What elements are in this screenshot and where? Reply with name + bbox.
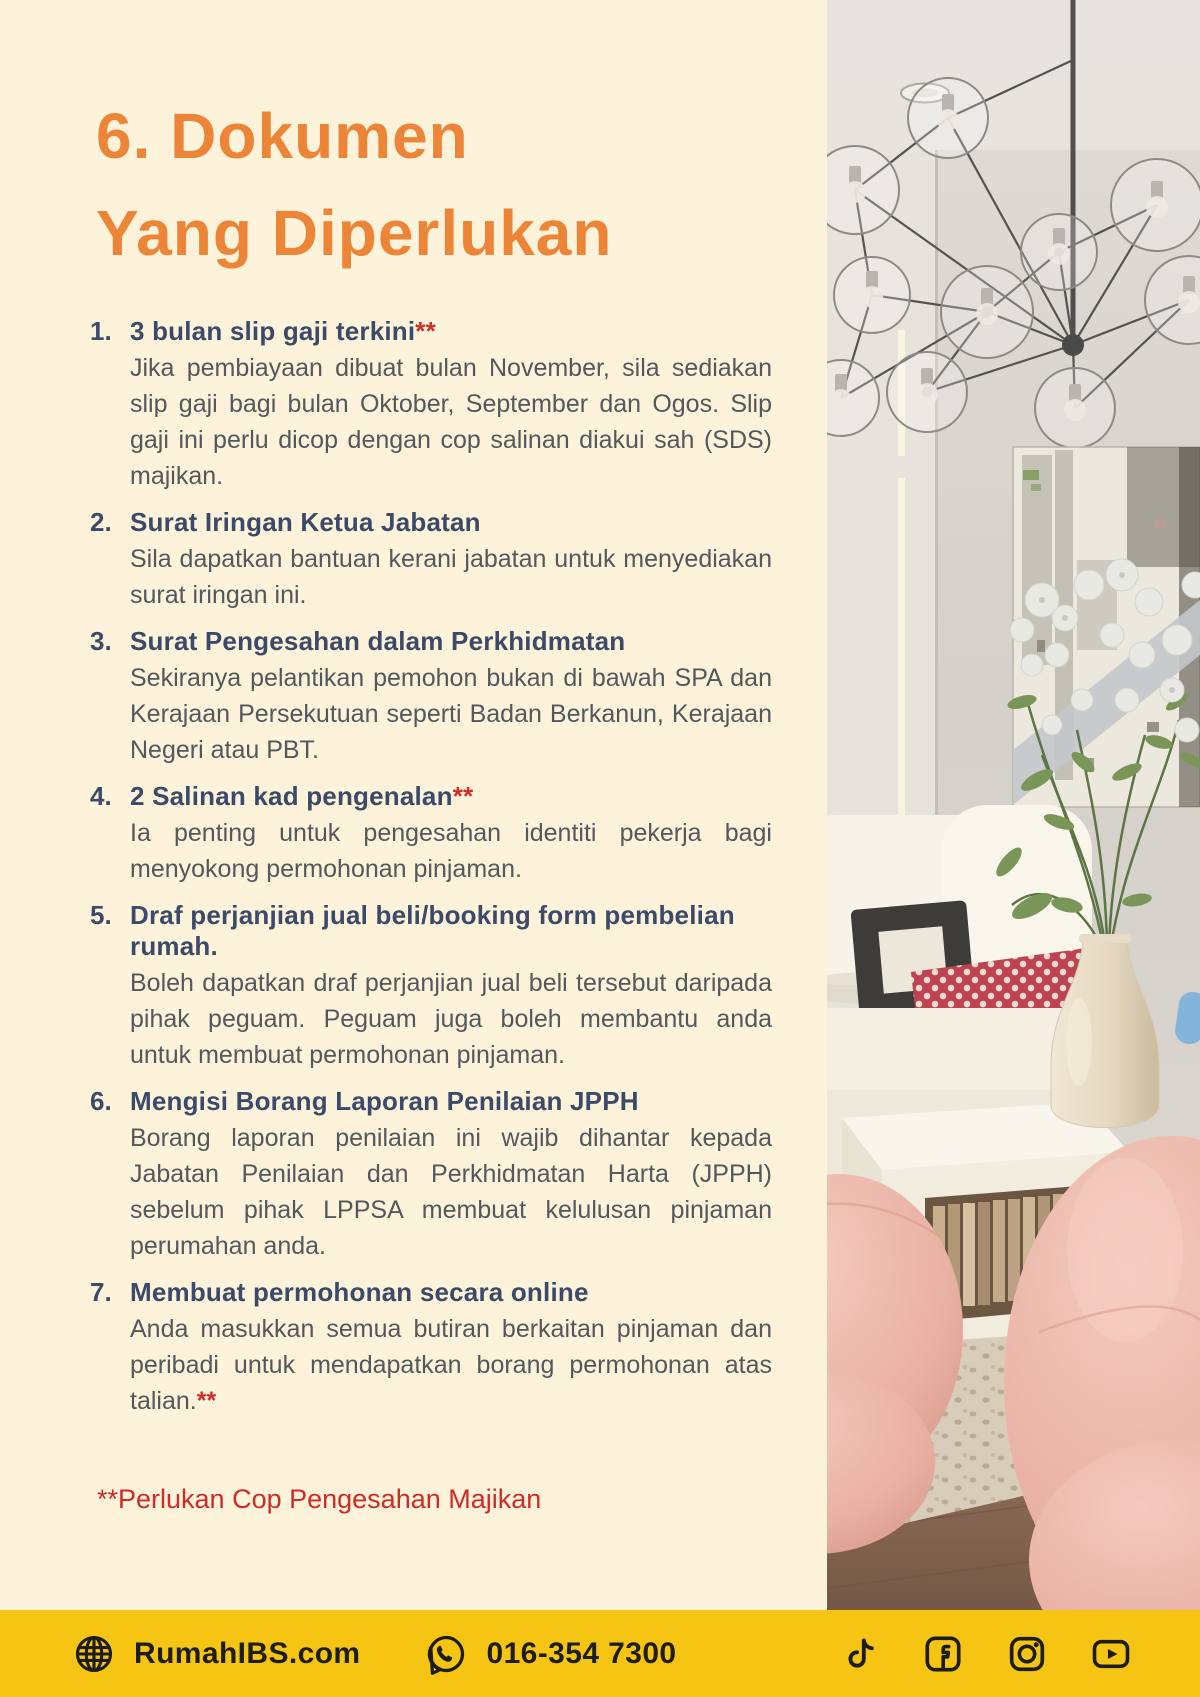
item-number: 7. bbox=[90, 1277, 112, 1307]
globe-icon bbox=[72, 1632, 116, 1676]
item-heading: Surat Pengesahan dalam Perkhidmatan bbox=[130, 626, 626, 656]
footnote: **Perlukan Cop Pengesahan Majikan bbox=[97, 1484, 542, 1514]
asterisk-mark: ** bbox=[196, 1387, 217, 1415]
whatsapp-icon bbox=[423, 1631, 469, 1677]
asterisk-mark: ** bbox=[452, 781, 474, 811]
item-heading: Mengisi Borang Laporan Penilaian JPPH bbox=[130, 1086, 639, 1116]
social-icons bbox=[836, 1631, 1134, 1677]
list-item bbox=[90, 507, 772, 613]
item-body: Anda masukkan semua butiran berkaitan pinjaman dan peribadi untuk mendapatkan borang permohonan atas talian.** bbox=[130, 1315, 772, 1415]
item-heading: Surat Iringan Ketua Jabatan bbox=[130, 507, 481, 537]
item-heading: Draf perjanjian jual beli/booking form pembelian rumah. bbox=[130, 900, 735, 961]
item-heading: 2 Salinan kad pengenalan** bbox=[130, 781, 474, 811]
website-text: RumahIBS.com bbox=[134, 1636, 361, 1670]
title-line-1: 6. Dokumen bbox=[96, 100, 469, 172]
instagram-icon[interactable] bbox=[1004, 1631, 1050, 1677]
page-title bbox=[96, 88, 772, 282]
item-body: Borang laporan penilaian ini wajib dihantar kepada Jabatan Penilaian dan Perkhidmatan Harta (JPPH) sebelum pihak LPPSA membuat kelulusan pinjaman perumahan anda. bbox=[130, 1124, 772, 1260]
phone-text: 016-354 7300 bbox=[486, 1636, 677, 1670]
interior-photo bbox=[827, 0, 1200, 1610]
asterisk-mark: ** bbox=[415, 316, 436, 346]
list-item bbox=[90, 626, 772, 768]
item-number: 5. bbox=[90, 900, 112, 930]
footer-bar bbox=[0, 1610, 1200, 1697]
item-body: Sila dapatkan bantuan kerani jabatan untuk menyediakan surat iringan ini. bbox=[130, 545, 772, 609]
item-number: 3. bbox=[90, 626, 112, 656]
item-body: Jika pembiayaan dibuat bulan November, sila sediakan slip gaji bagi bulan Oktober, September dan Ogos. Slip gaji ini perlu dicop dengan cop salinan diakui sah (SDS) majikan. bbox=[130, 354, 772, 490]
youtube-icon[interactable] bbox=[1088, 1631, 1134, 1677]
item-number: 1. bbox=[90, 316, 112, 346]
item-number: 4. bbox=[90, 781, 112, 811]
tiktok-icon[interactable] bbox=[836, 1631, 882, 1677]
list-item bbox=[90, 1086, 772, 1264]
item-body: Boleh dapatkan draf perjanjian jual beli tersebut daripada pihak peguam. Peguam juga boleh membantu anda untuk membuat permohonan pinjaman. bbox=[130, 969, 772, 1069]
list-item bbox=[90, 1277, 772, 1419]
item-body: Sekiranya pelantikan pemohon bukan di bawah SPA dan Kerajaan Persekutuan seperti Badan Berkanun, Kerajaan Negeri atau PBT. bbox=[130, 664, 772, 764]
list-item bbox=[90, 900, 772, 1073]
website-group bbox=[72, 1632, 361, 1676]
item-number: 6. bbox=[90, 1086, 112, 1116]
item-heading: 3 bulan slip gaji terkini** bbox=[130, 316, 436, 346]
content-column bbox=[90, 88, 772, 1432]
item-heading: Membuat permohonan secara online bbox=[130, 1277, 589, 1307]
facebook-icon[interactable] bbox=[920, 1631, 966, 1677]
item-number: 2. bbox=[90, 507, 112, 537]
list-item bbox=[90, 781, 772, 887]
phone-group bbox=[423, 1631, 677, 1677]
title-line-2: Yang Diperlukan bbox=[96, 197, 613, 269]
item-body: Ia penting untuk pengesahan identiti pekerja bagi menyokong permohonan pinjaman. bbox=[130, 819, 772, 883]
list-item bbox=[90, 316, 772, 494]
